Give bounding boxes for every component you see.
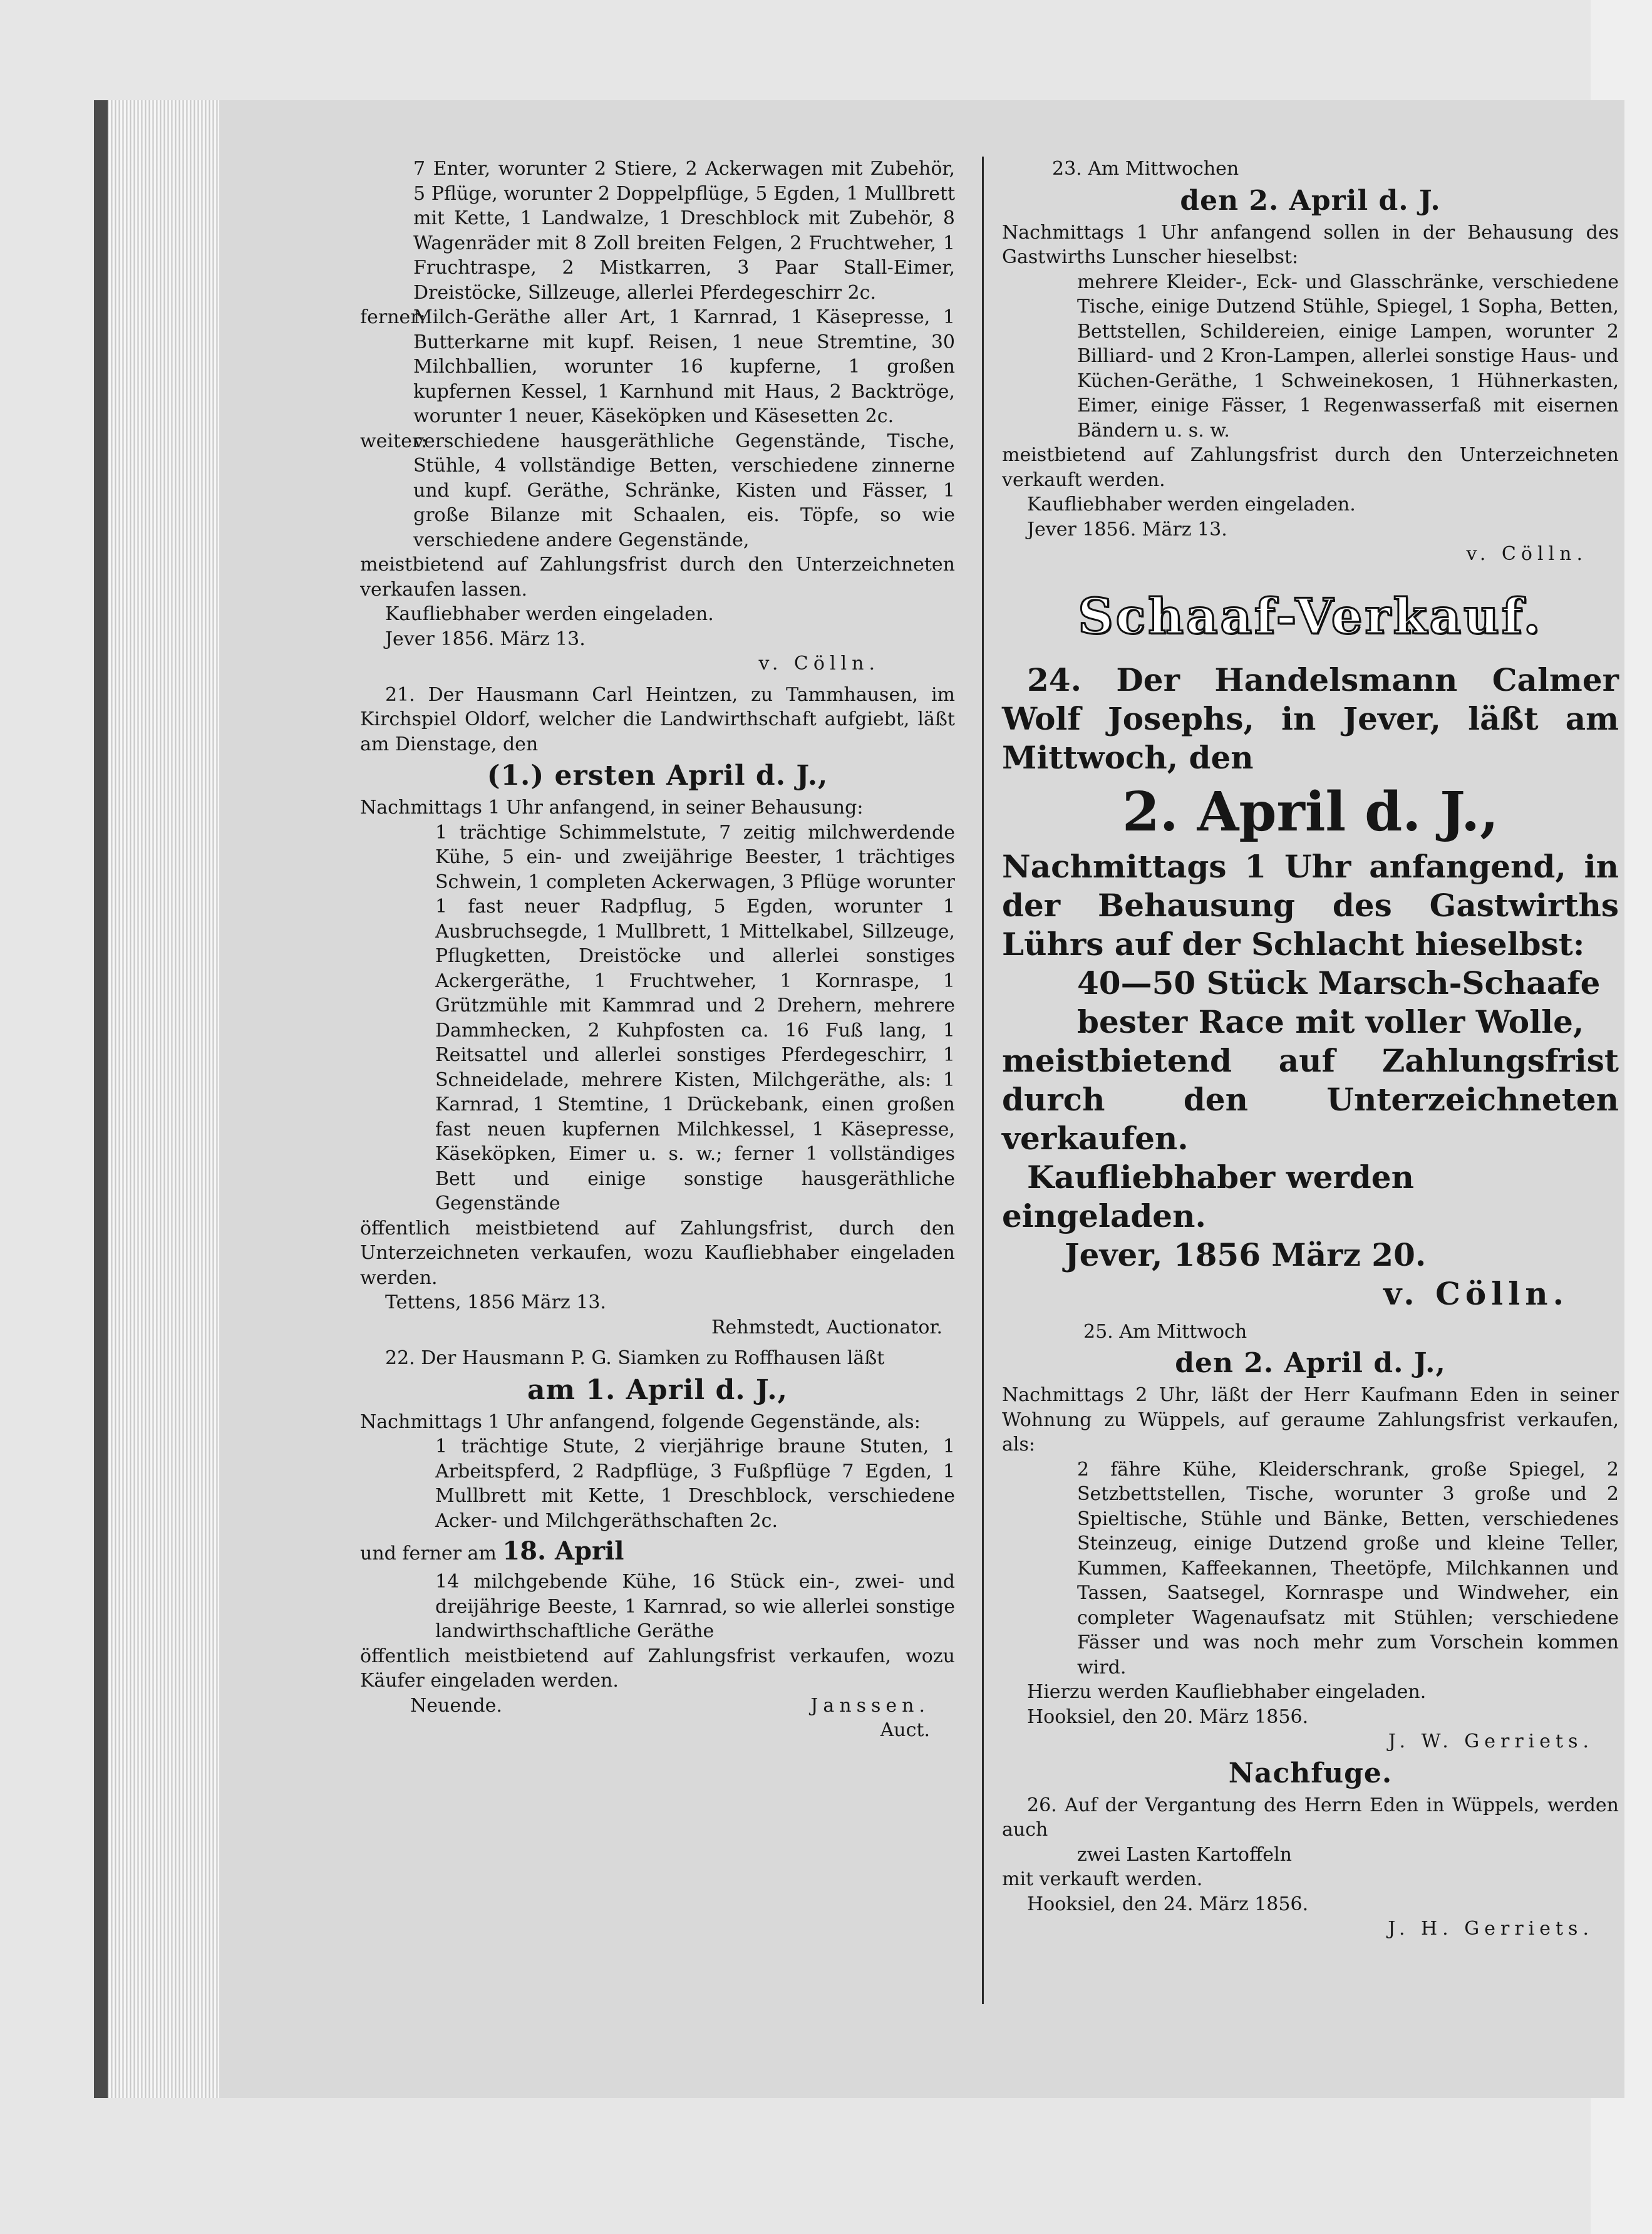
ferner-text: Milch-Geräthe aller Art, 1 Karnrad, 1 Käsepresse, 1 Butterkarne mit kupf. Reisen, 1 neue Stremtine, 30 Milchballien, worunter 16 kupferne, 1 großen kupfernen Kessel, 1 Karnhund mit Haus, 2 Backtröge, worunter 1 neuer, Käseköpken und Käsesetten 2c. [413,306,955,427]
a25-sign: J. W. Gerriets. [1388,1730,1594,1752]
a21-close: öffentlich meistbietend auf Zahlungsfrist, durch den Unterzeichneten verkaufen, wozu Kaufliebhaber eingeladen werden. [360,1217,955,1289]
left-column [360,157,955,1743]
a22-intro: 22. Der Hausmann P. G. Siamken zu Roffhausen läßt [385,1347,885,1369]
a24-date: 2. April d. J., [1122,780,1499,844]
a24-intro: 24. Der Handelsmann Calmer Wolf Josephs, in Jever, läßt am Mittwoch, den [1002,661,1619,776]
page-edges [94,100,219,2098]
a21-sign: Rehmstedt, Auctionator. [711,1316,942,1338]
a24-title: Schaaf-Verkauf. [1078,587,1543,645]
a22-close: öffentlich meistbietend auf Zahlungsfrist verkaufen, wozu Käufer eingeladen werden. [360,1645,955,1692]
a24-items: 40—50 Stück Marsch-Schaafe bester Race mit voller Wolle, [1077,964,1601,1040]
a20-items: 7 Enter, worunter 2 Stiere, 2 Ackerwagen mit Zubehör, 5 Pflüge, worunter 2 Doppelpflüge, 5 Egden, 1 Mullbrett mit Kette, 1 Landwalze, 1 Dreschblock mit Zubehör, 8 Wagenräder mit 8 Zoll breiten Felgen, 2 Fruchtweher, 1 Fruchtraspe, 2 Mistkarren, 3 Paar Stall-Eimer, Dreistöcke, Sillzeuge, allerlei Pferdegeschirr 2c. [413,158,955,304]
a20-close: meistbietend auf Zahlungsfrist durch den Unterzeichneten verkaufen lassen. [360,554,955,601]
a25-intro: 25. Am Mittwoch [1083,1320,1247,1343]
a21-time: Nachmittags 1 Uhr anfangend, in seiner Behausung: [360,797,864,819]
a24-sign: v. Cölln. [1383,1275,1569,1312]
a20-place: Jever 1856. März 13. [385,628,586,650]
a23-invite: Kaufliebhaber werden eingeladen. [1027,494,1356,515]
a22-sign2: Auct. [880,1719,930,1741]
a26-place: Hooksiel, den 24. März 1856. [1027,1893,1309,1915]
a24-invite: Kaufliebhaber werden eingeladen. [1002,1158,1414,1234]
a25-invite: Hierzu werden Kaufliebhaber eingeladen. [1027,1681,1427,1703]
a21-intro: 21. Der Hausmann Carl Heintzen, zu Tammhausen, im Kirchspiel Oldorf, welcher die Landwirthschaft aufgiebt, läßt am Dienstage, den [360,683,955,755]
a21-items: 1 trächtige Schimmelstute, 7 zeitig milchwerdende Kühe, 5 ein- und zweijährige Beester, 1 trächtiges Schwein, 1 completen Ackerwagen, 3 Pflüge worunter 1 fast neuer Radpflug, 5 Egden, worunter 1 Ausbruchsegde, 1 Mullbrett, 1 Mittelkabel, Sillzeuge, Pflugketten, Dreistöcke und allerlei sonstiges Ackergeräthe, 1 Fruchtweher, 1 Kornraspe, 1 Grützmühle mit Kammrad und 2 Drehern, mehrere Dammhecken, 2 Kuhpfosten ca. 16 Fuß lang, 1 Reitsattel und allerlei sonstiges Pferdegeschirr, 1 Schneidelade, mehrere Kisten, Milchgeräthe, als: 1 Karnrad, 1 Stemtine, 1 Drückebank, einen großen fast neuen kupfernen Milchkessel, 1 Käsepresse, Käseköpken, Eimer u. s. w.; ferner 1 vollständiges Bett und einige sonstige hausgeräthliche Gegenstände [435,821,955,1214]
a22-ferner [360,1533,955,1569]
a25-time: Nachmittags 2 Uhr, läßt der Herr Kaufmann Eden in seiner Wohnung zu Wüppels, auf geraume Zahlungsfrist verkaufen, als: [1002,1384,1619,1456]
a21-place: Tettens, 1856 März 13. [385,1291,606,1313]
a22-ferner-pre: und ferner am [360,1543,497,1564]
nachfuge-title: Nachfuge. [1228,1757,1393,1789]
a23-close: meistbietend auf Zahlungsfrist durch den Unterzeichneten verkauft werden. [1002,444,1619,491]
a25-date: den 2. April d. J., [1175,1347,1446,1379]
weiter-text: verschiedene hausgeräthliche Gegenstände, Tische, Stühle, 4 vollständige Betten, verschiedene zinnerne und kupf. Geräthe, Schränke, Kisten und Fässer, 1 große Bilanze mit Schaalen, eis. Töpfe, so wie verschiedene andere Gegenstände, [413,430,955,551]
a25-items: 2 fähre Kühe, Kleiderschrank, große Spiegel, 2 Setzbettstellen, Tische, worunter 3 große und 2 Spieltische, Stühle und Bänke, Betten, verschiedenes Steinzeug, einige Dutzend große und kleine Teller, Kummen, Kaffeekannen, Theetöpfe, Milchkannen und Tassen, Saatsegel, Kornraspe und Windweher, ein completer Wagenaufsatz mit Stühlen; verschiedene Fässer und was noch mehr zum Vorschein kommen wird. [1077,1458,1619,1678]
a22-items2: 14 milchgebende Kühe, 16 Stück ein-, zwei- und dreijährige Beeste, 1 Karnrad, so wie allerlei sonstige landwirthschaftliche Geräthe [435,1571,955,1642]
a20-ferner [360,305,955,429]
a23-intro: 23. Am Mittwochen [1052,158,1239,180]
a24-time: Nachmittags 1 Uhr anfangend, in der Behausung des Gastwirths Lührs auf der Schlacht hieselbst: [1002,847,1619,963]
a20-weiter [360,429,955,553]
a26-sign: J. H. Gerriets. [1388,1918,1594,1940]
a22-place: Neuende. [410,1694,502,1717]
a25-place: Hooksiel, den 20. März 1856. [1027,1705,1309,1728]
column-rule [982,157,984,2004]
a22-sign: Janssen. [810,1694,930,1717]
a23-time: Nachmittags 1 Uhr anfangend sollen in der Behausung des Gastwirths Lunscher hieselbst: [1002,221,1619,268]
a24-place: Jever, 1856 März 20. [1065,1236,1427,1273]
binding-shadow [94,100,108,2098]
a20-invite: Kaufliebhaber werden eingeladen. [385,603,714,625]
a22-date: am 1. April d. J., [527,1373,788,1406]
a23-sign: v. Cölln. [1466,543,1587,565]
a22-items: 1 trächtige Stute, 2 vierjährige braune Stuten, 1 Arbeitspferd, 2 Radpflüge, 3 Fußpflüge 7 Egden, 1 Mullbrett mit Kette, 1 Dreschblock, verschiedene Acker- und Milchgeräthschaften 2c. [435,1435,955,1532]
a24-close: meistbietend auf Zahlungsfrist durch den Unterzeichneten verkaufen. [1002,1042,1619,1157]
a22-time: Nachmittags 1 Uhr anfangend, folgende Gegenstände, als: [360,1410,921,1433]
a23-date: den 2. April d. J. [1180,184,1441,217]
a26-intro: 26. Auf der Vergantung des Herrn Eden in Wüppels, werden auch [1002,1794,1619,1841]
a26-items: zwei Lasten Kartoffeln [1077,1843,1292,1866]
a20-sign: v. Cölln. [758,653,880,675]
a23-place: Jever 1856. März 13. [1027,518,1227,540]
a26-close: mit verkauft werden. [1002,1868,1203,1890]
a22-footer [360,1694,955,1719]
right-column [1002,157,1619,1942]
a22-ferner-date: 18. April [502,1536,624,1566]
a23-items: mehrere Kleider-, Eck- und Glasschränke, verschiedene Tische, einige Dutzend Stühle, Spiegel, 1 Sopha, Betten, Bettstellen, Schildereien, einige Lampen, worunter 2 Billiard- und 2 Kron-Lampen, allerlei sonstige Haus- und Küchen-Geräthe, 1 Schweinekosen, 1 Hühnerkasten, Eimer, einige Fässer, 1 Regenwasserfaß mit eisernen Bändern u. s. w. [1077,271,1619,442]
a21-date: (1.) ersten April d. J., [487,760,829,792]
weiter-label: weiter: [360,430,428,452]
ferner-label: ferner: [360,306,426,328]
